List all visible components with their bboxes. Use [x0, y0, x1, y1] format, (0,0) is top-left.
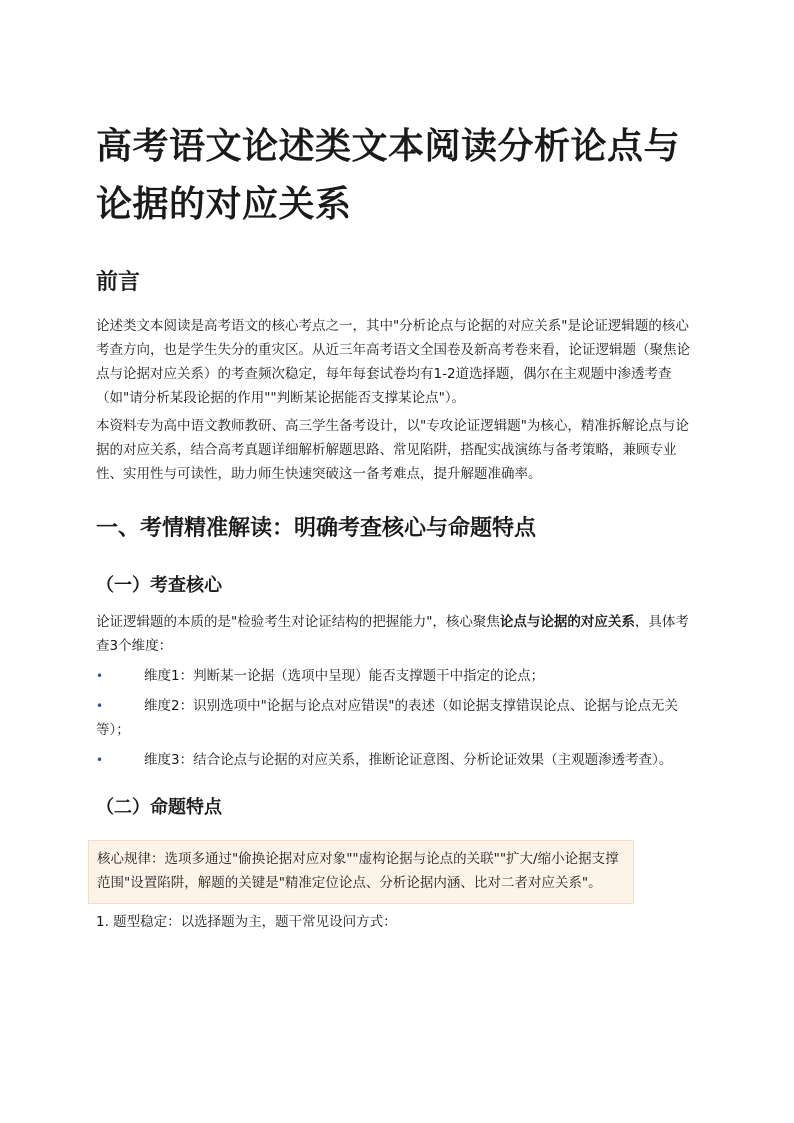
preface-paragraph-2: 本资料专为高中语文教师教研、高三学生备考设计，以"专攻论证逻辑题"为核心，精准拆解论点与论据的对应关系，结合高考真题详细解析解题思路、常见陷阱，搭配实战演练与备考策略，兼顾专业性、实用性与可读性，助力师生快速突破这一备考难点，提升解题准确率。 [96, 418, 689, 482]
intro-text-post: ，具体考查3个维度： [96, 614, 689, 654]
bullet-text: 维度2：识别选项中"论据与论点对应错误"的表述（如论据支撑错误论点、论据与论点无关等）； [96, 698, 679, 738]
intro-text-pre: 论证逻辑题的本质的是"检验考生对论证结构的把握能力"，核心聚焦 [96, 614, 500, 630]
preface-heading: 前言 [96, 270, 141, 295]
document-page [96, 118, 700, 934]
numbered-item-1: 1. 题型稳定：以选择题为主，题干常见设问方式： [96, 914, 397, 930]
bullet-text: 维度1：判断某一论据（选项中呈现）能否支撑题干中指定的论点； [144, 668, 545, 684]
subsection-2-heading: （二）命题特点 [96, 797, 222, 818]
preface-paragraph-1: 论述类文本阅读是高考语文的核心考点之一，其中"分析论点与论据的对应关系"是论证逻辑题的核心考查方向，也是学生失分的重灾区。从近三年高考语文全国卷及新高考卷来看，论证逻辑题（聚焦论点与论据对应关系）的考查频次稳定，每年每套试卷均有1-2道选择题，偶尔在主观题中渗透考查（如"请分析某段论据的作用""判断某论据能否支撑某论点"）。 [96, 318, 690, 406]
core-rule-callout [88, 840, 634, 904]
bullet-icon: • [96, 669, 104, 683]
bullet-icon: • [96, 699, 104, 713]
intro-text-bold: 论点与论据的对应关系 [499, 614, 635, 630]
document-title: 高考语文论述类文本阅读分析论点与论据的对应关系 [96, 126, 681, 225]
subsection-1-intro [96, 610, 700, 658]
bullet-text: 维度3：结合论点与论据的对应关系，推断论证意图、分析论证效果（主观题渗透考查）。 [144, 752, 673, 768]
bullet-item-3 [96, 748, 700, 772]
bullet-item-2 [96, 694, 700, 742]
bullet-icon: • [96, 753, 104, 767]
callout-text: 核心规律：选项多通过"偷换论据对应对象""虚构论据与论点的关联""扩大/缩小论据支撑范围"设置陷阱，解题的关键是"精准定位论点、分析论据内涵、比对二者对应关系"。 [97, 851, 619, 891]
subsection-1-heading: （一）考查核心 [96, 575, 222, 596]
bullet-item-1 [96, 664, 700, 688]
section-1-heading: 一、考情精准解读：明确考查核心与命题特点 [96, 516, 537, 541]
